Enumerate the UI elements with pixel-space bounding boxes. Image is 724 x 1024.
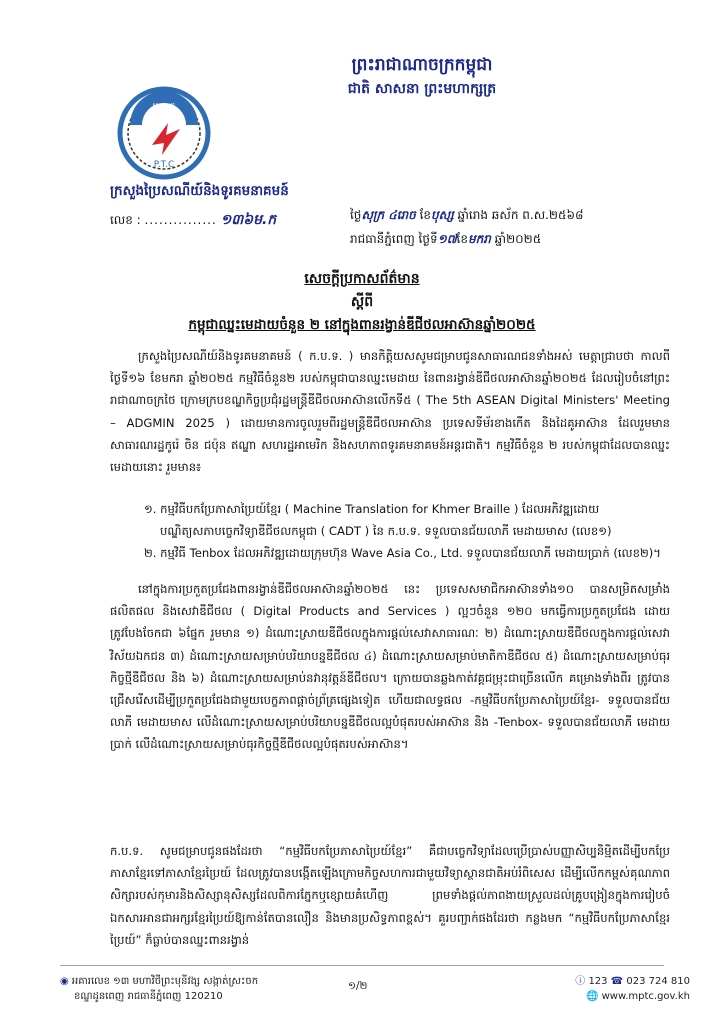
page-number: ១/២ <box>348 980 368 992</box>
address-line-1: អគារលេខ ១៣ មហាវិថីព្រះមុនីវង្ស សង្កាត់ស្រះចក <box>71 976 259 987</box>
logo-bottom-text: P.T.C <box>153 160 175 170</box>
winners-list <box>110 498 670 565</box>
solar-day: ១៧ <box>437 232 457 246</box>
solar-year: ឆ្នាំ២០២៥ <box>494 232 542 246</box>
phone-number: 023 724 810 <box>626 976 690 987</box>
ministry-name: ក្រសួងប្រៃសណីយ៍និងទូរគមនាគមន៍ <box>110 183 289 199</box>
lunar-year: ឆ្នាំរោង ឆស័ក ព.ស.២៥៦៨ <box>457 208 584 222</box>
hotline-number: 123 <box>588 976 608 987</box>
reference-label: លេខ : <box>110 213 141 227</box>
solar-date <box>350 231 670 249</box>
reference-line <box>110 210 276 231</box>
braille-paragraph: ក.ប.ទ. សូមជម្រាបជូនផងដែរថា “កម្មវិធីបកប្រែភាសាប្រៃយ៍ខ្មែរ” គឺជាបច្ចេកវិទ្យាដែលប្រើប្រាស់បញ្ញាសិប្បនិម្មិតដើម្បីបកប្រែភាសាខ្មែរទៅភាសាខ្មែរប្រៃយ៍ ដែលត្រូវបានបង្កើតឡើងក្រោមកិច្ចសហការជាមួយវិទ្យាស្ថានជាតិអប់រំពិសេស ដើម្បីលើកកម្ពស់គុណភាពសិក្សារបស់កុមារនិងសិស្សានុសិស្សដែលពិការភ្នែកឬខ្សោយគំហើញ ព្រមទាំងផ្តល់ភាពងាយស្រួលដល់គ្រូបង្រៀនក្នុងការរៀបចំឯកសារអានជាអក្សរខ្មែរប្រៃយ៍ឱ្យកាន់តែបានលឿន និងមានប្រសិទ្ធភាពខ្ពស់។ គួរបញ្ជាក់ផងដែរថា កន្លងមក “កម្មវិធីបកប្រែភាសាខ្មែរប្រៃយ៍” ក៏ធ្លាប់បានឈ្នះពានរង្វាន់ <box>110 844 670 947</box>
lunar-day: សុក្រ ៤រោច <box>361 208 416 222</box>
footer-contact <box>520 974 690 1004</box>
globe-icon: 🌐 <box>585 991 599 1002</box>
reference-dots: ............... <box>144 213 217 227</box>
document-subject-label: ស្តីពី <box>350 294 374 310</box>
lunar-date <box>350 207 670 225</box>
intro-paragraph: ក្រសួងប្រៃសណីយ៍និងទូរគមនាគមន៍ ( ក.ប.ទ. ) មានកិត្តិយសសូមជម្រាបជូនសាធារណជនទាំងអស់ មេត្តាជ្រាបថា កាលពីថ្ងៃទី១៦ ខែមករា ឆ្នាំ២០២៥ កម្មវិធីចំនួន២ របស់កម្ពុជាបានឈ្នះមេដាយ នៃពានរង្វាន់ឌីជីថលអាស៊ានឆ្នាំ២០២៥ ដែលរៀបចំនៅព្រះរាជាណាចក្រថៃ ក្រោមក្របខណ្ឌកិច្ចប្រជុំរដ្ឋមន្ត្រីឌីជីថលអាស៊ានលើកទី៥ ( The 5th ASEAN Digital Ministers' Meeting – ADGMIN 2025 ) ដោយមានការចូលរួមពីរដ្ឋមន្ត្រីឌីជីថលអាស៊ាន ប្រទេសទីម័រខាងកើត និងដៃគូអាស៊ាន ដែលរួមមានសាធារណរដ្ឋកូរ៉េ ចិន ជប៉ុន ឥណ្ឌា សហរដ្ឋអាមេរិក និងសហភាពទូរគមនាគមន៍អន្តរជាតិ។ កម្មវិធីចំនួន ២ របស់កម្ពុជាដែលបានឈ្នះមេដាយនោះ រួមមាន៖ <box>110 349 670 475</box>
footer-address <box>60 974 340 1004</box>
logo-top-text: ប.ទ.ក <box>152 102 176 112</box>
location-pin-icon: ◉ <box>60 976 69 987</box>
address-line-2: ខណ្ឌដូនពេញ រាជធានីភ្នំពេញ 120210 <box>74 991 223 1002</box>
footer-divider <box>60 965 664 966</box>
kingdom-title: ព្រះរាជាណាចក្រកម្ពុជា <box>351 55 493 75</box>
solar-date-prefix: រាជធានីភ្នំពេញ ថ្ងៃទី <box>350 232 438 246</box>
competition-paragraph: នៅក្នុងការប្រកួតប្រជែងពានរង្វាន់ឌីជីថលអាស៊ានឆ្នាំ២០២៥ នេះ ប្រទេសសមាជិកអាស៊ានទាំង១០ បានសម្រិតសម្រាំងផលិតផល និងសេវាឌីជីថល ( Digital Products and Services ) ល្អៗចំនួន ១២០ មកធ្វើការប្រកួតប្រជែង ដោយត្រូវបែងចែកជា ៦ផ្នែក រួមមាន ១) ដំណោះស្រាយឌីជីថលក្នុងការផ្តល់សេវាសាធារណៈ ២) ដំណោះស្រាយឌីជីថលក្នុងការផ្តល់សេវាវិស័យឯកជន ៣) ដំណោះស្រាយសម្រាប់បរិយាបន្នឌីជីថល ៤) ដំណោះស្រាយសម្រាប់មាតិកាឌីជីថល ៥) ដំណោះស្រាយសម្រាប់ធុរកិច្ចថ្មីឌីជីថល និង ៦) ដំណោះស្រាយសម្រាប់នវានុវត្តន៍ឌីជីថល។ ក្រោយបានឆ្លងកាត់វគ្គជម្រុះជាច្រើនលើក គម្រោងទាំងពីរ ត្រូវបានជ្រើសរើសដើម្បីប្រកួតប្រជែងជាមួយបេក្ខភាពផ្តាច់ព្រ័ត្រផ្សេងទៀត ហើយជាលទ្ធផល -កម្មវិធីបកប្រែភាសាប្រៃយ៍ខ្មែរ- ទទួលបានជ័យលាភី មេដាយមាស លើដំណោះស្រាយសម្រាប់បរិយាបន្នឌីជីថលល្អបំផុតរបស់អាស៊ាន និង -Tenbox- ទទួលបានជ័យលាភី មេដាយប្រាក់ លើដំណោះស្រាយសម្រាប់ធុរកិច្ចថ្មីឌីជីថលល្អបំផុតរបស់អាស៊ាន។ <box>110 582 670 752</box>
solar-month: មករា <box>467 232 491 246</box>
document-title: សេចក្តីប្រកាសព័ត៌មាន <box>304 271 420 287</box>
solar-month-prefix: ខែ <box>456 232 468 246</box>
website-link[interactable]: www.mptc.gov.kh <box>601 991 690 1002</box>
document-subject: កម្ពុជាឈ្នះមេដាយចំនួន ២ នៅក្នុងពានរង្វាន់ឌីជីថលអាស៊ានឆ្នាំ២០២៥ <box>188 317 536 333</box>
national-motto: ជាតិ សាសនា ព្រះមហាក្សត្រ <box>347 81 497 97</box>
phone-icon: ☎ <box>610 976 624 987</box>
ministry-logo <box>116 85 212 181</box>
reference-number: ១៣៦ម.ក <box>220 212 277 228</box>
info-icon: ⓘ <box>575 976 586 987</box>
list-item: ១. កម្មវិធីបកប្រែភាសាប្រៃយ៍ខ្មែរ ( Machine Translation for Khmer Braille ) ដែលអភិវឌ្ឍដោយបណ្ឌិត្យសភាបច្ចេកវិទ្យាឌីជីថលកម្ពុជា ( CADT ) នៃ ក.ប.ទ. ទទួលបានជ័យលាភី មេដាយមាស (លេខ១) <box>144 502 612 539</box>
lunar-date-prefix: ថ្ងៃ <box>350 208 362 222</box>
list-item: ២. កម្មវិធី Tenbox ដែលអភិវឌ្ឍដោយក្រុមហ៊ុន Wave Asia Co., Ltd. ទទួលបានជ័យលាភី មេដាយប្រាក់ (លេខ២)។ <box>144 546 661 561</box>
lunar-month: បុស្ស <box>431 208 454 222</box>
lunar-month-prefix: ខែ <box>419 208 432 222</box>
